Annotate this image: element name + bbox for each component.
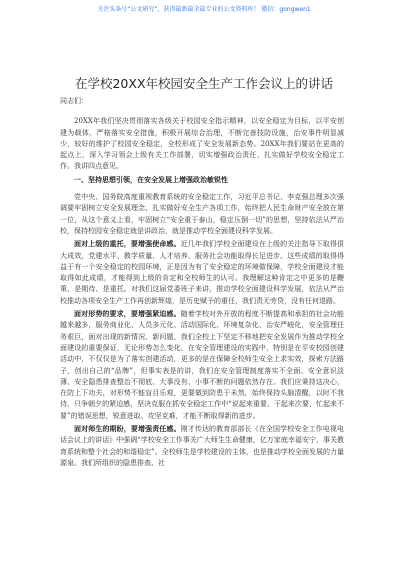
paragraph-1: 党中央、国务院高度重视教育系统的安全稳定工作，习近平总书记、李克强总理多次强调要牢固树立安全发展理念，扎实做好安全生产各项工作，始终把人民生命财产安全放在第一位，从这个意义上看，牢固树立“安全重于泰山，稳定压倒一切”的思想，坚持依法从严治校，保持校园安全稳定就是讲政治，就是推动学校全面建设科学发展。 (60, 193, 344, 235)
paragraph-3 (60, 309, 344, 422)
paragraph-4-lead: 面对师生的期盼，要增强责任感。 (74, 425, 181, 434)
paragraph-2-text: 近几年我们学校全面建设在上级的关注指导下取得很大成效，党建水平、教学质量、人才培养、服务社会功能取得长足进步。这些成绩的取得得益于有一个安全稳定的校园环境，正是因为有了安全稳定的环境做保障，学校全面建设才能取得如此成绩，才能得到上级的肯定和全校师生的认可。我理解这种肯定之中更多的是鞭策、是期待、是重托。对我们这届党委班子来讲，推动学校全面建设科学发展，依法从严治校推动各项安全生产工作再创新辉煌，是历史赋予的重任，我们责无旁贷，没有任何退路。 (60, 240, 345, 305)
paragraph-3-lead: 面对形势的要求，要增强紧迫感。 (74, 310, 181, 319)
paragraph-3-text: 随着学校对外开放的程度不断提高和承担的社会功能越来越多，服务商业化、人员多元化、活动国际化、环境复杂化、治安严峻化，安全管理任务艰巨，面对出现的新情况、新问题，我们全校上下坚定不移地把安全发展作为推动学校全面建设的重要保证，无论形势怎么变化，在安全管理建设的实践中，特别是在平安校园创建活动中，不仅仅是为了落实创建活动，更多的是在保障全校师生安全上求实效，探索方法路子，创出自己的“品牌”，但事实表是的讲，我们在安全管理制度落实不全面、安全意识淡薄、安全隐患排查整治不彻底、大事没有、小事不断的问题依然存在。我们应秉持这决心，在防上下功夫，对形势不能盲目乐观，更要做到防患于未然，始终保持头脑清醒，以时不我待、只争朝夕的紧迫感，坚决克服在抓安全稳定工作中“说起来重要、干起来次要、忙起来不要”的错误思想，锐意进取、攻坚克难，才能不断取得新的进步。 (60, 310, 345, 420)
paragraph-4 (60, 424, 344, 469)
paragraph-2-lead: 面对上级的重托，要增强使命感。 (74, 240, 181, 249)
paragraph-4-text: 刚才传达的教育部部长《在全国学校安全工作电视电话会议上的讲话》中强调“学校安全工作事关广大师生生命健康，亿万家庭幸福安宁，事关教育系统和整个社会的和谐稳定”。全校师生是学校建设的主体，也是推动学校全面发展的力量源泉。我们所组织的隐患排查、社 (60, 425, 345, 467)
document-title: 在学校20XX年校园安全生产工作会议上的讲话 (74, 76, 334, 92)
paragraph-2 (60, 239, 344, 307)
header-banner: 关注头条号“公文研究”，获得最新最全最专业的公文资料库！ 微信：gongwen1 (97, 6, 311, 13)
document-body (60, 96, 344, 469)
section-heading-1: 一、坚持思想引领，在安全发展上增强政治敏锐性 (74, 175, 228, 184)
intro-paragraph: 20XX年我们坚决贯彻落实各级关于校园安全指示精神，以安全稳定为目标，以平安创建为载体，严格落实安全措施，积极开展综合治理，不断完善技防设施，治安事件明显减少，较好的维护了校园安全稳定，全校形成了安全发展新态势。20XX年我们要站在更高的起点上，深入学习领会上级有关工作部署，切实增强政治责任，扎实做好学校安全稳定工作。我讲四点意见。 (60, 117, 344, 171)
salutation: 同志们： (60, 97, 88, 105)
